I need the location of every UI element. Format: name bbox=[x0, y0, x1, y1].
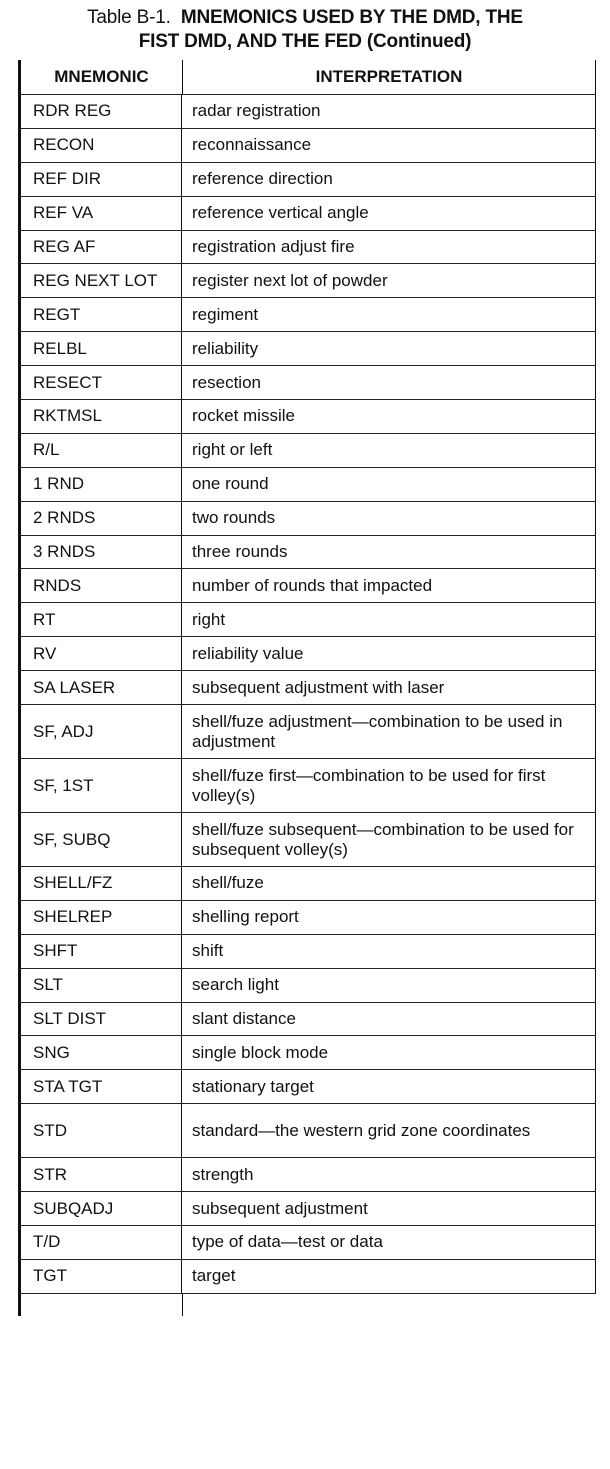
table-row bbox=[18, 1035, 596, 1069]
mnemonic-cell: SHELREP bbox=[21, 901, 182, 934]
mnemonic-cell: R/L bbox=[21, 434, 182, 467]
table-row bbox=[18, 602, 596, 636]
interpretation-cell: shell/fuze subsequent—combination to be used for subsequent volley(s) bbox=[192, 819, 574, 859]
interpretation-cell: resection bbox=[192, 372, 261, 392]
mnemonic-cell: SHFT bbox=[21, 935, 182, 968]
mnemonic-cell: REF VA bbox=[21, 197, 182, 230]
mnemonic-cell: SLT bbox=[21, 969, 182, 1002]
mnemonic-cell: RECON bbox=[21, 129, 182, 162]
interpretation-cell: shelling report bbox=[192, 907, 299, 927]
mnemonic-cell: T/D bbox=[21, 1226, 182, 1259]
interpretation-cell: shift bbox=[192, 941, 224, 961]
table-row bbox=[18, 758, 596, 812]
table-row bbox=[18, 94, 596, 128]
mnemonic-cell: STA TGT bbox=[21, 1070, 182, 1103]
interpretation-cell: stationary target bbox=[192, 1076, 314, 1096]
header-interpretation: INTERPRETATION bbox=[315, 67, 463, 86]
table-row bbox=[18, 866, 596, 900]
mnemonic-cell: SLT DIST bbox=[21, 1003, 182, 1036]
mnemonic-cell: RV bbox=[21, 637, 182, 670]
table-header-row bbox=[18, 60, 596, 94]
table-row bbox=[18, 467, 596, 501]
mnemonic-cell: SHELL/FZ bbox=[21, 867, 182, 900]
mnemonics-table bbox=[18, 60, 596, 1316]
table-row bbox=[18, 934, 596, 968]
table-row bbox=[18, 704, 596, 758]
table-continuation-cell bbox=[21, 1294, 183, 1316]
table-row bbox=[18, 968, 596, 1002]
interpretation-cell: strength bbox=[192, 1164, 254, 1184]
mnemonic-cell: SUBQADJ bbox=[21, 1192, 182, 1225]
interpretation-cell: standard—the western grid zone coordinates bbox=[192, 1120, 531, 1140]
table-row bbox=[18, 230, 596, 264]
interpretation-cell: registration adjust fire bbox=[192, 237, 355, 256]
interpretation-cell: type of data—test or data bbox=[192, 1232, 383, 1252]
table-row bbox=[18, 1259, 596, 1294]
table-row bbox=[18, 128, 596, 162]
interpretation-cell: register next lot of powder bbox=[192, 270, 388, 290]
table-row bbox=[18, 433, 596, 467]
interpretation-cell: subsequent adjustment with laser bbox=[192, 677, 445, 697]
table-title-line-1 bbox=[0, 6, 610, 30]
mnemonic-cell: SF, ADJ bbox=[21, 705, 182, 758]
table-row bbox=[18, 535, 596, 569]
mnemonic-cell: SNG bbox=[21, 1036, 182, 1069]
mnemonic-cell: RELBL bbox=[21, 332, 182, 365]
mnemonic-cell: RT bbox=[21, 603, 182, 636]
mnemonic-cell: RNDS bbox=[21, 569, 182, 602]
mnemonic-cell: REGT bbox=[21, 298, 182, 331]
mnemonic-cell: REG NEXT LOT bbox=[21, 264, 182, 297]
table-title bbox=[0, 6, 610, 54]
mnemonic-cell: REF DIR bbox=[21, 163, 182, 196]
table-row bbox=[18, 399, 596, 433]
table-row bbox=[18, 1103, 596, 1157]
table-row bbox=[18, 1225, 596, 1259]
interpretation-cell: three rounds bbox=[192, 542, 288, 562]
mnemonic-cell: TGT bbox=[21, 1260, 182, 1293]
interpretation-cell: shell/fuze adjustment—combination to be used in adjustment bbox=[192, 711, 563, 751]
table-row bbox=[18, 636, 596, 670]
header-mnemonic: MNEMONIC bbox=[21, 60, 183, 94]
table-row bbox=[18, 900, 596, 934]
interpretation-cell: number of rounds that impacted bbox=[192, 575, 433, 595]
table-row bbox=[18, 501, 596, 535]
mnemonic-cell: SF, SUBQ bbox=[21, 813, 182, 866]
interpretation-cell: reference vertical angle bbox=[192, 203, 369, 223]
table-row bbox=[18, 263, 596, 297]
table-title-text-2: FIST DMD, AND THE FED (Continued) bbox=[138, 31, 472, 52]
table-row bbox=[18, 365, 596, 399]
table-row bbox=[18, 162, 596, 196]
mnemonic-cell: RKTMSL bbox=[21, 400, 182, 433]
table-row bbox=[18, 1191, 596, 1225]
mnemonic-cell: 3 RNDS bbox=[21, 536, 182, 569]
table-row bbox=[18, 670, 596, 704]
table-number: Table B-1. bbox=[87, 7, 171, 28]
mnemonic-cell: STR bbox=[21, 1158, 182, 1191]
interpretation-cell: regiment bbox=[192, 304, 259, 324]
interpretation-cell: reconnaissance bbox=[192, 135, 312, 155]
interpretation-cell: right or left bbox=[192, 440, 273, 460]
interpretation-cell: search light bbox=[192, 975, 279, 995]
table-title-text-1: MNEMONICS USED BY THE DMD, THE bbox=[180, 7, 523, 28]
table-continuation bbox=[18, 1294, 596, 1316]
table-row bbox=[18, 1002, 596, 1036]
interpretation-cell: shell/fuze first—combination to be used for first volley(s) bbox=[192, 765, 546, 805]
interpretation-cell: target bbox=[192, 1266, 236, 1286]
interpretation-cell: one round bbox=[192, 474, 269, 494]
table-row bbox=[18, 1157, 596, 1191]
mnemonic-cell: STD bbox=[21, 1104, 182, 1157]
interpretation-cell: subsequent adjustment bbox=[192, 1198, 368, 1218]
interpretation-cell: single block mode bbox=[192, 1042, 329, 1062]
interpretation-cell: radar registration bbox=[192, 101, 321, 121]
interpretation-cell: reference direction bbox=[192, 169, 333, 189]
mnemonic-cell: SA LASER bbox=[21, 671, 182, 704]
interpretation-cell: rocket missile bbox=[192, 406, 295, 426]
mnemonic-cell: 2 RNDS bbox=[21, 502, 182, 535]
table-row bbox=[18, 297, 596, 331]
interpretation-cell: reliability bbox=[192, 338, 259, 358]
interpretation-cell: slant distance bbox=[192, 1009, 296, 1029]
mnemonic-cell: RDR REG bbox=[21, 95, 182, 128]
table-row bbox=[18, 331, 596, 365]
mnemonic-cell: 1 RND bbox=[21, 468, 182, 501]
mnemonic-cell: REG AF bbox=[21, 231, 182, 264]
interpretation-cell: shell/fuze bbox=[192, 873, 264, 893]
interpretation-cell: two rounds bbox=[192, 508, 276, 528]
interpretation-cell: right bbox=[192, 609, 226, 629]
mnemonic-cell: SF, 1ST bbox=[21, 759, 182, 812]
table-body bbox=[18, 94, 596, 1294]
table-row bbox=[18, 1069, 596, 1103]
table-row bbox=[18, 568, 596, 602]
table-row bbox=[18, 812, 596, 866]
table-row bbox=[18, 196, 596, 230]
mnemonic-cell: RESECT bbox=[21, 366, 182, 399]
interpretation-cell: reliability value bbox=[192, 643, 304, 663]
